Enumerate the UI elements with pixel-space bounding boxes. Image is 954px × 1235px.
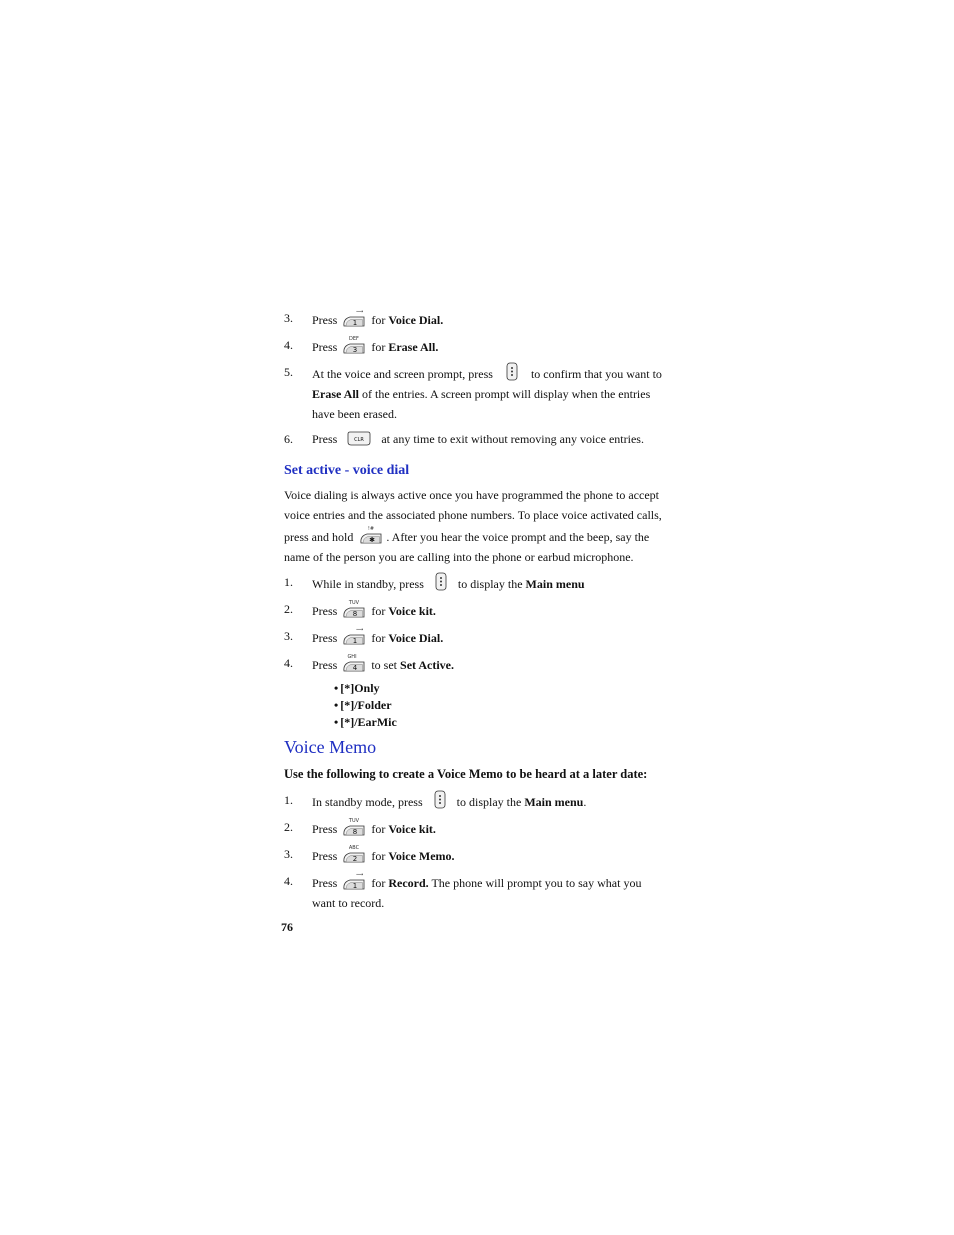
svg-text:⟿: ⟿ xyxy=(356,872,364,878)
svg-text:3: 3 xyxy=(353,346,358,354)
step-number: 2. xyxy=(284,602,293,616)
voice-kit-label: Voice kit. xyxy=(388,604,436,618)
record-label: Record. xyxy=(388,876,429,890)
step-number: 5. xyxy=(284,365,293,379)
set-active-step-3: 3. Press ⟿ 1 for Voice Dial. xyxy=(284,627,444,645)
voice-dial-label: Voice Dial. xyxy=(388,313,444,327)
svg-text:CLR: CLR xyxy=(354,437,365,443)
step-6-exit: 6. Press CLR at any time to exit without removing any voice entries. xyxy=(312,429,664,449)
key-1-icon xyxy=(342,871,366,891)
step-number: 6. xyxy=(284,432,293,446)
section-heading-set-active: Set active - voice dial xyxy=(284,463,410,478)
set-active-label: Set Active. xyxy=(400,658,454,672)
voice-memo-step-3: 3. Press ABC 2 for Voice Memo. xyxy=(284,845,455,863)
svg-text:DEF: DEF xyxy=(349,336,360,342)
step-number: 1. xyxy=(284,575,293,589)
key-1-icon xyxy=(342,308,366,328)
voice-dial-label: Voice Dial. xyxy=(388,631,444,645)
set-active-step-4: 4. Press GHI 4 to set Set Active. xyxy=(284,654,454,672)
step-number: 4. xyxy=(284,338,293,352)
section-heading-voice-memo: Voice Memo xyxy=(284,737,377,757)
voice-memo-step-2: 2. Press TUV 8 for Voice kit. xyxy=(284,818,436,836)
voice-memo-label: Voice Memo. xyxy=(388,849,455,863)
voice-memo-step-4: 4. Press ⟿ 1 for Record. The phone will prompt you to say what you want to record. xyxy=(284,872,642,910)
step-number: 4. xyxy=(284,874,293,888)
step-number: 3. xyxy=(284,629,293,643)
key-8-icon xyxy=(342,599,366,619)
set-active-step-2: 2. Press TUV 8 for Voice kit. xyxy=(284,600,436,618)
voice-memo-lead: Use the following to create a Voice Memo to be heard at a later date: xyxy=(284,767,648,781)
option-folder: • [*]/Folder xyxy=(334,697,664,714)
manual-page xyxy=(284,300,664,918)
set-active-paragraph: Voice dialing is always active once you have programmed the phone to accept voice entries and the associated phone numbers. To place voice activated calls, press and hold !# ✱ . After you hear the voice prompt and the beep, say the name of the person you are calling into the phone or earbud microphone. xyxy=(284,488,662,564)
svg-text:1: 1 xyxy=(353,637,358,645)
menu-key-icon xyxy=(430,790,450,810)
svg-text:4: 4 xyxy=(353,664,358,672)
step-number: 3. xyxy=(284,847,293,861)
svg-text:✱: ✱ xyxy=(369,536,376,544)
set-active-step-1: 1. While in standby, press to display the Main menu xyxy=(312,572,664,594)
option-only: • [*]Only xyxy=(334,680,664,697)
step-3-voice-dial: 3. Press ⟿ 1 for Voice Dial. xyxy=(284,309,444,327)
menu-key-icon xyxy=(431,572,451,592)
step-number: 4. xyxy=(284,656,293,670)
svg-text:8: 8 xyxy=(353,828,358,836)
svg-text:8: 8 xyxy=(353,610,358,618)
voice-kit-label: Voice kit. xyxy=(388,822,436,836)
svg-text:GHI: GHI xyxy=(347,654,357,660)
set-active-options xyxy=(334,680,664,731)
svg-text:⟿: ⟿ xyxy=(356,309,364,315)
key-3-icon xyxy=(342,335,366,355)
voice-memo-step-1: 1. In standby mode, press to display the Main menu. xyxy=(312,790,664,812)
svg-text:1: 1 xyxy=(353,882,358,890)
step-4-erase-all: 4. Press DEF 3 for Erase All. xyxy=(284,336,439,354)
step-number: 1. xyxy=(284,793,293,807)
option-earmic: • [*]/EarMic xyxy=(334,714,664,731)
svg-text:!#: !# xyxy=(368,526,375,532)
svg-text:TUV: TUV xyxy=(349,600,360,606)
clr-key-icon xyxy=(346,431,372,447)
svg-text:TUV: TUV xyxy=(349,818,360,824)
page-number: 76 xyxy=(281,920,293,934)
step-5-confirm: 5. At the voice and screen prompt, press to confirm that you want to Erase All of the entries. A screen prompt will display when the entries have been erased. xyxy=(312,362,664,424)
star-key-icon xyxy=(359,525,383,545)
main-menu-label: Main menu xyxy=(525,577,585,591)
key-8-icon xyxy=(342,817,366,837)
key-1-icon xyxy=(342,626,366,646)
svg-text:2: 2 xyxy=(353,855,358,863)
menu-key-icon xyxy=(502,362,522,382)
svg-text:⟿: ⟿ xyxy=(356,627,364,633)
step-number: 2. xyxy=(284,820,293,834)
step-number: 3. xyxy=(284,311,293,325)
key-2-icon xyxy=(342,844,366,864)
main-menu-label: Main menu xyxy=(524,795,584,809)
svg-text:1: 1 xyxy=(353,319,358,327)
svg-text:ABC: ABC xyxy=(349,845,360,851)
key-4-icon xyxy=(342,653,366,673)
erase-all-label: Erase All xyxy=(312,387,359,401)
erase-all-label: Erase All. xyxy=(388,340,439,354)
